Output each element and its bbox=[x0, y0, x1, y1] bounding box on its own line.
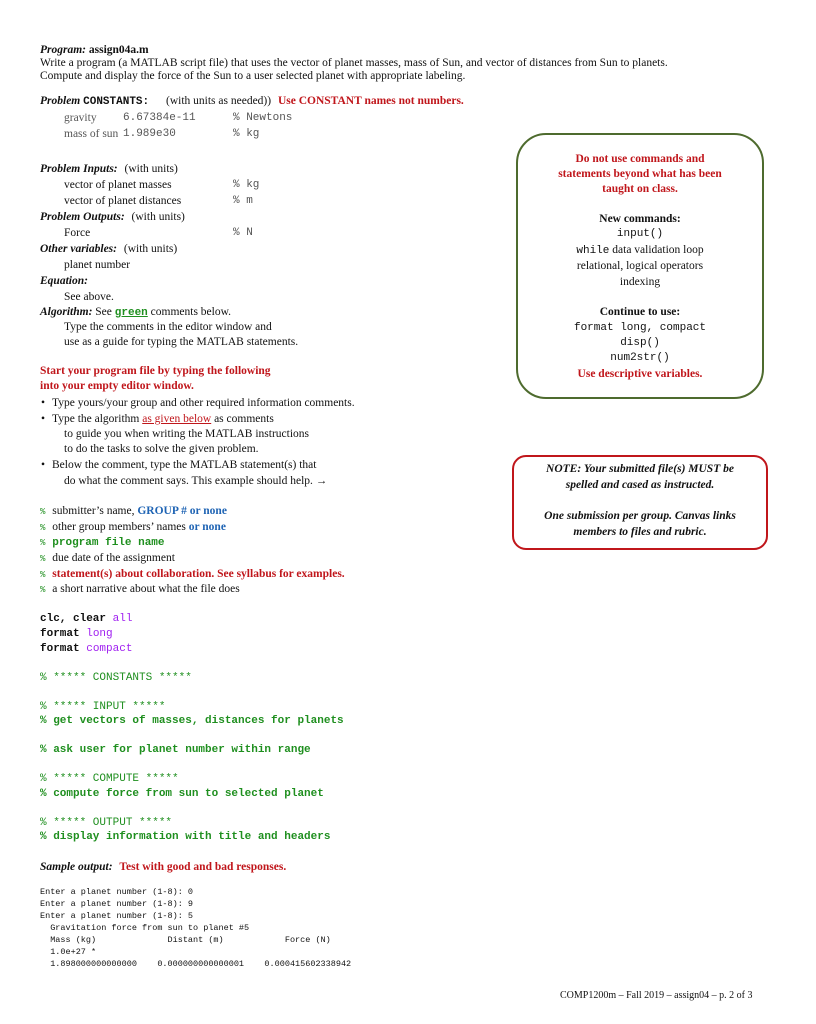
other-vars-heading: Other variables: (with units) bbox=[40, 243, 178, 255]
comment-file-name: % program file name bbox=[40, 537, 165, 549]
submission-note-box bbox=[512, 455, 768, 550]
comment-group-members: % other group members’ names or none bbox=[40, 521, 226, 533]
box1-warning-2: statements beyond what has been bbox=[558, 168, 722, 180]
output-item-force: Force bbox=[64, 227, 91, 239]
continue-num2str: num2str() bbox=[610, 352, 670, 364]
note-line-1: NOTE: Your submitted file(s) MUST be bbox=[546, 463, 734, 475]
sun-mass-value: 1.989e30 bbox=[123, 128, 176, 140]
gravity-label: gravity bbox=[64, 112, 97, 124]
continue-disp: disp() bbox=[620, 337, 660, 349]
code-format-long: format long bbox=[40, 628, 113, 640]
code-comment-ask-user: % ask user for planet number within range bbox=[40, 744, 311, 756]
start-heading-1: Start your program file by typing the following bbox=[40, 365, 271, 377]
note-line-2: spelled and cased as instructed. bbox=[565, 479, 715, 491]
new-command-operators: relational, logical operators bbox=[576, 260, 704, 272]
equation-heading: Equation: bbox=[40, 275, 88, 287]
input-item-masses: vector of planet masses bbox=[64, 179, 172, 191]
output-item-force-unit: % N bbox=[233, 227, 253, 239]
code-section-input: % ***** INPUT ***** bbox=[40, 701, 166, 713]
equation-text: See above. bbox=[64, 291, 114, 303]
note-line-4: members to files and rubric. bbox=[573, 526, 707, 538]
sample-output-heading: Sample output: Test with good and bad responses. bbox=[40, 861, 287, 873]
sample-line-7: 1.898000000000000 0.000000000000001 0.000415602338942 bbox=[40, 959, 352, 969]
sample-line-2: Enter a planet number (1-8): 9 bbox=[40, 899, 194, 909]
comment-collaboration: % statement(s) about collaboration. See syllabus for examples. bbox=[40, 568, 345, 580]
description-line-2: Compute and display the force of the Sun to a user selected planet with appropriate labeling. bbox=[40, 70, 466, 82]
program-title: Program: assign04a.m bbox=[40, 44, 149, 56]
code-section-compute: % ***** COMPUTE ***** bbox=[40, 773, 179, 785]
commands-info-box bbox=[516, 133, 764, 399]
code-comment-get-vectors: % get vectors of masses, distances for planets bbox=[40, 715, 344, 727]
comment-narrative: % a short narrative about what the file does bbox=[40, 583, 240, 595]
comment-submitter: % submitter’s name, GROUP # or none bbox=[40, 505, 227, 517]
box1-warning-3: taught on class. bbox=[602, 183, 678, 195]
input-item-masses-unit: % kg bbox=[233, 179, 260, 191]
outputs-heading: Problem Outputs: (with units) bbox=[40, 211, 185, 223]
gravity-value: 6.67384e-11 bbox=[123, 112, 196, 124]
input-item-distances-unit: % m bbox=[233, 195, 253, 207]
code-section-output: % ***** OUTPUT ***** bbox=[40, 817, 173, 829]
inputs-heading: Problem Inputs: (with units) bbox=[40, 163, 178, 175]
algorithm-heading: Algorithm: See green comments below. bbox=[40, 306, 232, 319]
input-item-distances: vector of planet distances bbox=[64, 195, 182, 207]
code-section-constants: % ***** CONSTANTS ***** bbox=[40, 672, 192, 684]
bullet-2-line-2: to guide you when writing the MATLAB instructions bbox=[64, 428, 309, 440]
code-comment-display: % display information with title and headers bbox=[40, 831, 331, 843]
new-command-indexing: indexing bbox=[619, 276, 661, 288]
box1-warning-1: Do not use commands and bbox=[575, 153, 705, 165]
bullet-1: • Type yours/your group and other required information comments. bbox=[52, 397, 355, 409]
sample-line-1: Enter a planet number (1-8): 0 bbox=[40, 887, 194, 897]
gravity-unit: % Newtons bbox=[233, 112, 293, 124]
description-line-1: Write a program (a MATLAB script file) that uses the vector of planet masses, mass of Sun, and vector of distances from Sun to planets. bbox=[40, 57, 668, 69]
code-clc-clear: clc, clear all bbox=[40, 613, 133, 625]
new-commands-label: New commands: bbox=[599, 213, 681, 225]
sun-mass-unit: % kg bbox=[233, 128, 260, 140]
bullet-2-line-3: to do the tasks to solve the given problem. bbox=[64, 443, 259, 455]
code-format-compact: format compact bbox=[40, 643, 133, 655]
constants-heading: Problem CONSTANTS: (with units as needed)) Use CONSTANT names not numbers. bbox=[40, 95, 464, 108]
sun-mass-label: mass of sun bbox=[64, 128, 119, 140]
bullet-3-line-2: do what the comment says. This example should help. → bbox=[64, 475, 328, 487]
continue-format: format long, compact bbox=[573, 322, 707, 334]
algorithm-line-2: Type the comments in the editor window and bbox=[64, 321, 272, 333]
note-line-3: One submission per group. Canvas links bbox=[544, 510, 736, 522]
bullet-2: • Type the algorithm as given below as comments bbox=[52, 413, 274, 425]
code-comment-compute-force: % compute force from sun to selected planet bbox=[40, 788, 324, 800]
sample-line-3: Enter a planet number (1-8): 5 bbox=[40, 911, 194, 921]
sample-line-6: 1.0e+27 * bbox=[40, 947, 97, 957]
sample-line-5: Mass (kg) Distant (m) Force (N) bbox=[40, 935, 331, 945]
sample-line-4: Gravitation force from sun to planet #5 bbox=[40, 923, 250, 933]
descriptive-variables-note: Use descriptive variables. bbox=[577, 368, 703, 380]
continue-to-use-label: Continue to use: bbox=[599, 306, 681, 318]
algorithm-line-3: use as a guide for typing the MATLAB statements. bbox=[64, 336, 299, 348]
new-command-input: input() bbox=[616, 228, 664, 240]
bullet-3: • Below the comment, type the MATLAB statement(s) that bbox=[52, 459, 316, 471]
new-command-while: while data validation loop bbox=[576, 244, 704, 257]
comment-due-date: % due date of the assignment bbox=[40, 552, 175, 564]
page-footer: COMP1200m – Fall 2019 – assign04 – p. 2 of 3 bbox=[560, 990, 753, 1001]
other-var-planet-number: planet number bbox=[64, 259, 131, 271]
start-heading-2: into your empty editor window. bbox=[40, 380, 194, 392]
